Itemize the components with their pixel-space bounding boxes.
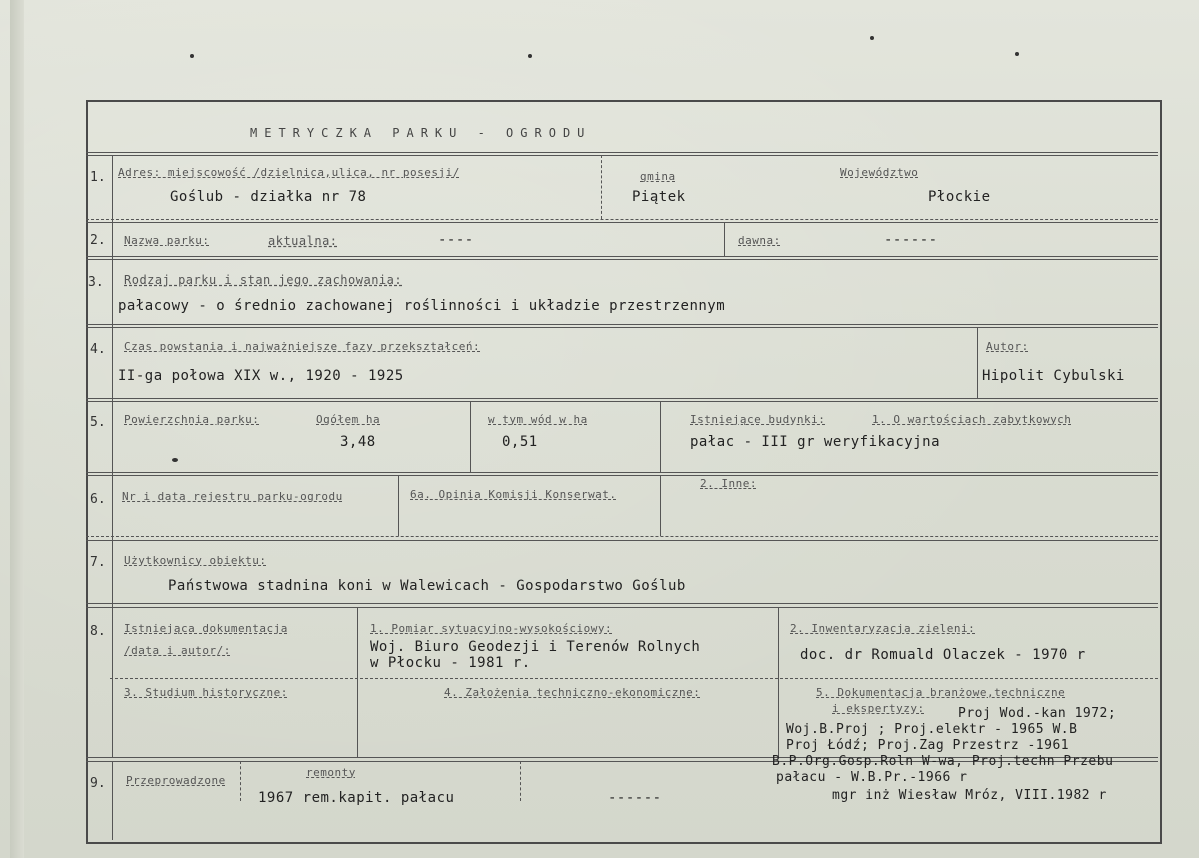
tech-doc-line: Woj.B.Proj ; Proj.elektr - 1965 W.B	[786, 722, 1078, 737]
prepared-by-value: mgr inż Wiesław Mróz, VIII.1982 r	[832, 788, 1107, 803]
survey-value-line1: Woj. Biuro Geodezji i Terenów Rolnych	[370, 639, 701, 655]
greenery-inventory-value: doc. dr Romuald Olaczek - 1970 r	[800, 647, 1086, 663]
column-divider	[660, 401, 661, 472]
separator-line	[86, 603, 1158, 604]
row-number: 8.	[90, 624, 106, 639]
column-divider	[240, 761, 241, 801]
dust-speck	[528, 54, 532, 58]
row-number: 6.	[90, 492, 106, 507]
users-value: Państwowa stadnina koni w Walewicach - Gospodarstwo Goślub	[168, 578, 686, 594]
gmina-label: gmina	[640, 170, 676, 183]
technical-docs-label: 5. Dokumentacja branżowe,techniczne	[816, 686, 1066, 699]
column-divider	[977, 327, 978, 398]
separator-line	[86, 540, 1158, 541]
separator-line	[86, 222, 1158, 223]
row-number: 7.	[90, 555, 106, 570]
current-name-label: aktualna:	[268, 234, 338, 248]
register-label: Nr i data rejestru parku-ogrodu	[122, 490, 343, 503]
column-divider	[398, 475, 399, 536]
separator-line	[86, 475, 1158, 476]
repairs-value: 1967 rem.kapit. pałacu	[258, 790, 455, 806]
row-number: 1.	[90, 170, 106, 185]
column-divider	[470, 401, 471, 472]
area-label: Powierzchnia parku:	[124, 413, 260, 426]
separator-line	[86, 259, 1158, 260]
author-value: Hipolit Cybulski	[982, 368, 1125, 384]
dust-speck	[172, 458, 178, 462]
tech-doc-line: Proj Wod.-kan 1972;	[958, 706, 1117, 721]
tech-doc-line: pałacu - W.B.Pr.-1966 r	[776, 770, 968, 785]
separator-line	[86, 324, 1158, 325]
water-area-value: 0,51	[502, 434, 538, 450]
separator-line	[86, 327, 1158, 328]
address-label: Adres: miejscowość /dzielnica,ulica, nr posesji/	[118, 166, 460, 179]
column-divider	[357, 607, 358, 757]
separator-line	[86, 398, 1158, 399]
documentation-label: Istniejąca dokumentacja	[124, 622, 288, 635]
separator-line	[86, 256, 1158, 257]
history-label: Czas powstania i najważniejsze fazy przekształceń:	[124, 340, 481, 353]
column-divider	[724, 222, 725, 256]
separator-line	[86, 607, 1158, 608]
dust-speck	[190, 54, 194, 58]
other-label: 2. Inne:	[700, 477, 757, 490]
gmina-value: Piątek	[632, 189, 686, 205]
row-number: 2.	[90, 233, 106, 248]
number-column-divider	[112, 761, 113, 840]
park-name-label: Nazwa parku:	[124, 234, 210, 247]
row-number: 5.	[90, 415, 106, 430]
address-value: Goślub - działka nr 78	[170, 189, 367, 205]
history-value: II-ga połowa XIX w., 1920 - 1925	[118, 368, 404, 384]
buildings-label: Istniejące budynki:	[690, 413, 826, 426]
number-column-divider	[112, 155, 113, 757]
separator-line	[86, 472, 1158, 473]
row-number: 3.	[88, 275, 104, 290]
buildings-value: pałac - III gr weryfikacyjna	[690, 434, 941, 450]
page-edge-shadow	[10, 0, 24, 858]
repairs-value-2: ------	[608, 790, 662, 806]
tech-doc-line: B.P.Org.Gosp.Roln W-wa, Proj.techn Przebu	[772, 754, 1114, 769]
tech-doc-line: Proj Łódź; Proj.Zag Przestrz -1961	[786, 738, 1070, 753]
author-label: Autor:	[986, 340, 1029, 353]
column-divider	[660, 475, 661, 536]
column-divider	[778, 607, 779, 757]
users-label: Użytkownicy obiektu:	[124, 554, 267, 567]
column-divider	[520, 761, 521, 801]
total-area-label: Ogółem ha	[316, 413, 381, 426]
column-divider	[601, 155, 602, 219]
commission-opinion-label: 6a. Opinia Komisji Konserwat.	[410, 488, 617, 501]
dust-speck	[1015, 52, 1019, 56]
former-name-value: ------	[884, 232, 938, 248]
former-name-label: dawna:	[738, 234, 781, 247]
repairs-sublabel: remonty	[306, 766, 356, 779]
total-area-value: 3,48	[340, 434, 376, 450]
document-title: METRYCZKA PARKU - OGRODU	[250, 126, 592, 140]
buildings-sub-label: 1. O wartościach zabytkowych	[872, 413, 1072, 426]
separator-line	[86, 152, 1158, 153]
water-area-label: w tym wód w ha	[488, 413, 588, 426]
historical-study-label: 3. Studium historyczne:	[124, 686, 288, 699]
row-number: 9.	[90, 776, 106, 791]
separator-line	[86, 155, 1158, 156]
greenery-inventory-label: 2. Inwentaryzacja zieleni:	[790, 622, 976, 635]
survey-value-line2: w Płocku - 1981 r.	[370, 655, 531, 671]
current-name-value: ----	[438, 232, 474, 248]
separator-line	[86, 219, 1158, 220]
voivodeship-label: Województwo	[840, 166, 919, 179]
separator-line	[110, 678, 1158, 679]
technical-docs-sublabel: i ekspertyzy:	[832, 702, 925, 715]
technical-assumptions-label: 4. Założenia techniczno-ekonomiczne:	[444, 686, 701, 699]
dust-speck	[870, 36, 874, 40]
repairs-label: Przeprowadzone	[126, 774, 226, 787]
voivodeship-value: Płockie	[928, 189, 991, 205]
documentation-sublabel: /data i autor/:	[124, 644, 231, 657]
park-type-label: Rodzaj parku i stan jego zachowania:	[124, 273, 403, 287]
park-type-value: pałacowy - o średnio zachowanej roślinności i układzie przestrzennym	[118, 298, 726, 314]
separator-line	[86, 401, 1158, 402]
separator-line	[86, 536, 1158, 537]
row-number: 4.	[90, 342, 106, 357]
survey-label: 1. Pomiar sytuacyjno-wysokościowy:	[370, 622, 613, 635]
